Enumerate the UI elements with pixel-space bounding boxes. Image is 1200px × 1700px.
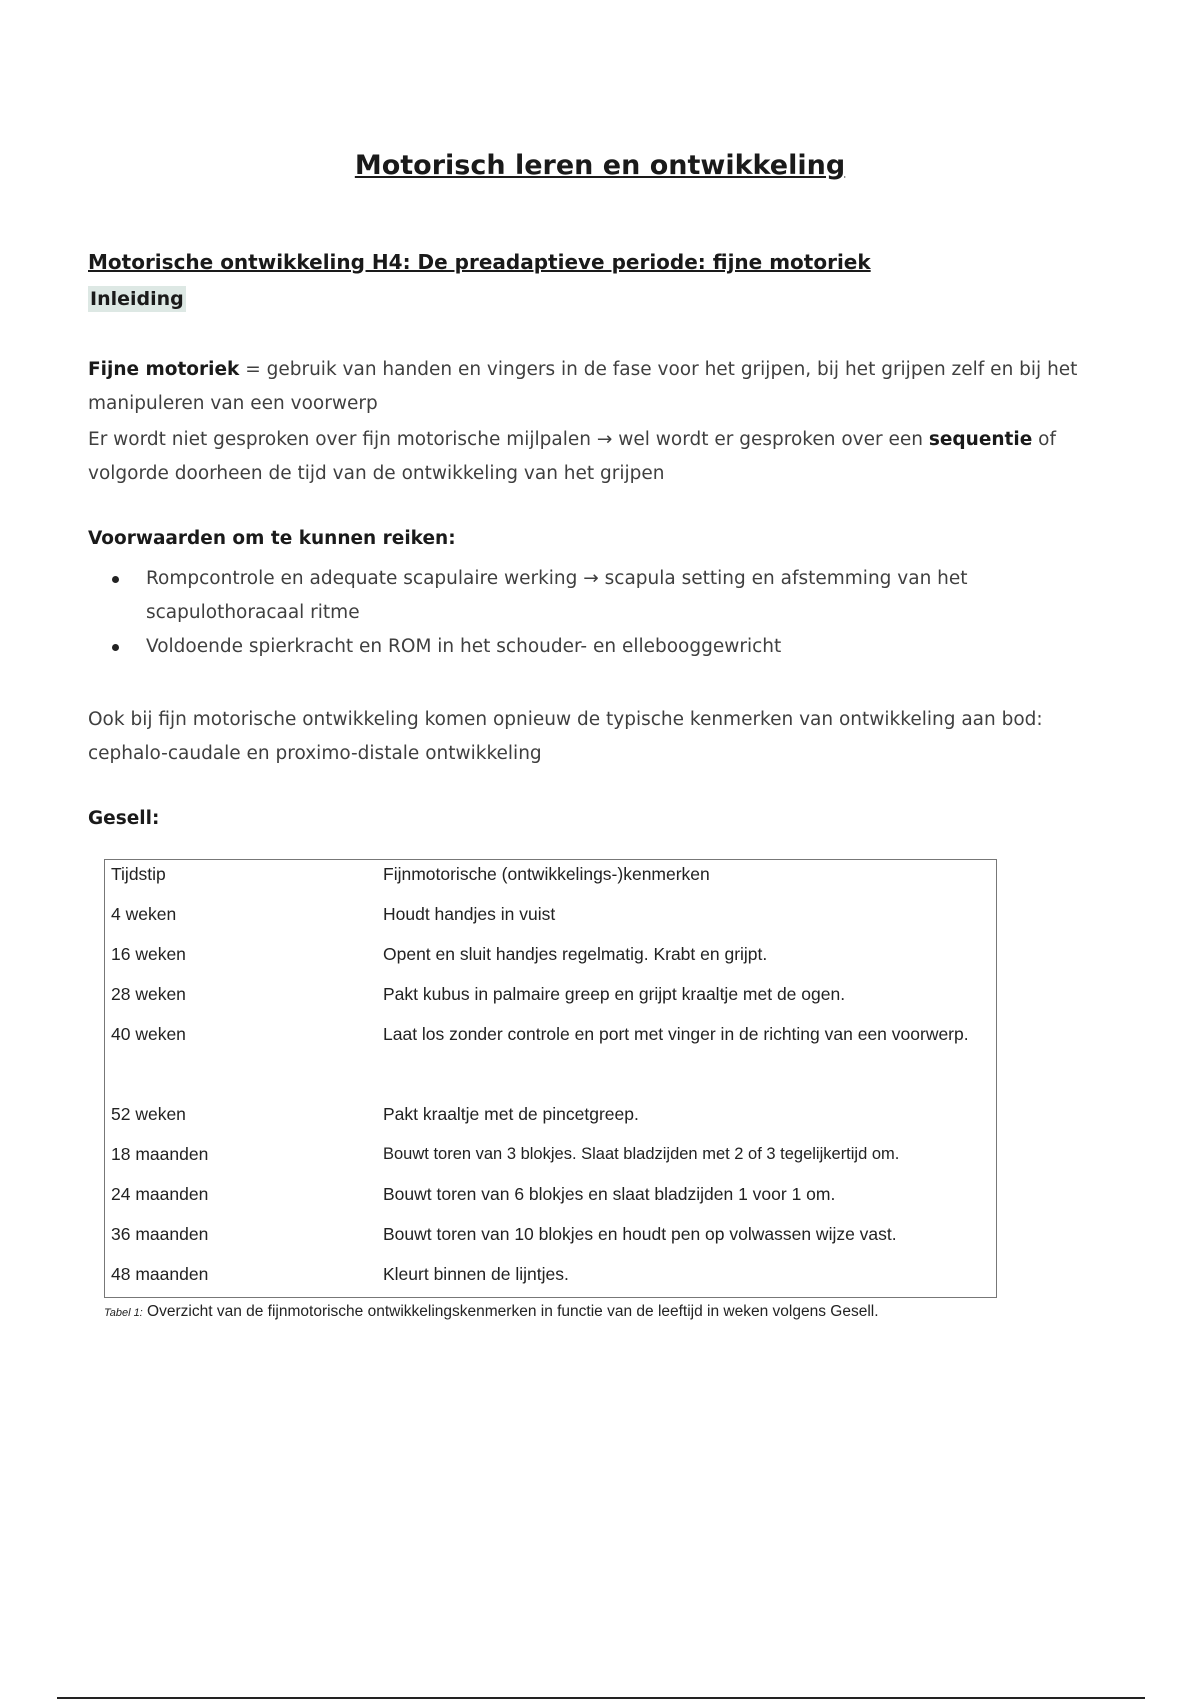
gesell-table: [104, 859, 997, 1298]
paragraph-sequence: [88, 423, 1118, 491]
table-row: [111, 1264, 992, 1304]
cell-time: 36 maanden: [111, 1224, 209, 1244]
definition-text: = gebruik van handen en vingers in de fase voor het grijpen, bij het grijpen zelf en bij het manipuleren van een voorwerp: [88, 359, 1078, 414]
paragraph-characteristics: Ook bij fijn motorische ontwikkeling komen opnieuw de typische kenmerken van ontwikkeling aan bod: cephalo-caudale en proximo-distale ontwikkeling: [88, 709, 1043, 764]
conditions-list: [88, 562, 1088, 664]
list-item-text: Voldoende spierkracht en ROM in het schouder- en ellebooggewricht: [146, 636, 782, 657]
list-item-text: Rompcontrole en adequate scapulaire werking → scapula setting en afstemming van het scapulothoracaal ritme: [146, 568, 968, 623]
cell-feature: Bouwt toren van 10 blokjes en houdt pen op volwassen wijze vast.: [383, 1224, 897, 1244]
cell-feature: Opent en sluit handjes regelmatig. Krabt en grijpt.: [383, 944, 768, 964]
document-title: Motorisch leren en ontwikkeling: [354, 150, 846, 181]
cell-feature: Bouwt toren van 6 blokjes en slaat bladzijden 1 voor 1 om.: [383, 1184, 836, 1204]
cell-time: 40 weken: [111, 1024, 186, 1044]
paragraph-definition: [88, 353, 1118, 421]
cell-time: 4 weken: [111, 904, 177, 924]
list-item: [88, 562, 1088, 630]
caption-text: Overzicht van de fijnmotorische ontwikkelingskenmerken in functie van de leeftijd in weken volgens Gesell.: [142, 1303, 879, 1320]
cell-time: 48 maanden: [111, 1264, 209, 1284]
cell-feature: Kleurt binnen de lijntjes.: [383, 1264, 569, 1284]
header-cell: Fijnmotorische (ontwikkelings-)kenmerken: [383, 864, 710, 884]
cell-time: 52 weken: [111, 1104, 186, 1124]
cell-time: 16 weken: [111, 944, 186, 964]
cell-feature: Houdt handjes in vuist: [383, 904, 556, 924]
cell-feature: Laat los zonder controle en port met vinger in de richting van een voorwerp.: [383, 1024, 969, 1044]
cell-feature: Pakt kubus in palmaire greep en grijpt kraaltje met de ogen.: [383, 984, 846, 1004]
cell-time: 28 weken: [111, 984, 186, 1004]
header-cell: Tijdstip: [111, 864, 166, 884]
cell-feature: Pakt kraaltje met de pincetgreep.: [383, 1104, 639, 1124]
paragraph-text: Er wordt niet gesproken over fijn motorische mijlpalen → wel wordt er gesproken over een: [88, 429, 929, 450]
caption-label: Tabel 1:: [104, 1307, 143, 1319]
cell-feature: Bouwt toren van 3 blokjes. Slaat bladzijden met 2 of 3 tegelijkertijd om.: [383, 1145, 900, 1163]
paragraph-text: of volgorde doorheen de tijd van de ontwikkeling van het grijpen: [88, 429, 1056, 484]
cell-time: 24 maanden: [111, 1184, 209, 1204]
cell-time: 18 maanden: [111, 1144, 209, 1164]
bullet-icon: [112, 576, 119, 583]
list-item: [88, 630, 1088, 664]
page-divider: [57, 1697, 1145, 1699]
bold-term: sequentie: [928, 429, 1033, 450]
table-caption: [104, 1303, 879, 1321]
table-row: [111, 1024, 992, 1104]
subsection-heading: Inleiding: [90, 288, 184, 310]
bullet-icon: [112, 644, 119, 651]
term: Fijne motoriek: [88, 359, 240, 380]
gesell-heading: Gesell:: [88, 808, 160, 829]
section-heading: Motorische ontwikkeling H4: De preadaptieve periode: fijne motoriek: [88, 250, 871, 274]
conditions-heading: Voorwaarden om te kunnen reiken:: [88, 528, 456, 549]
